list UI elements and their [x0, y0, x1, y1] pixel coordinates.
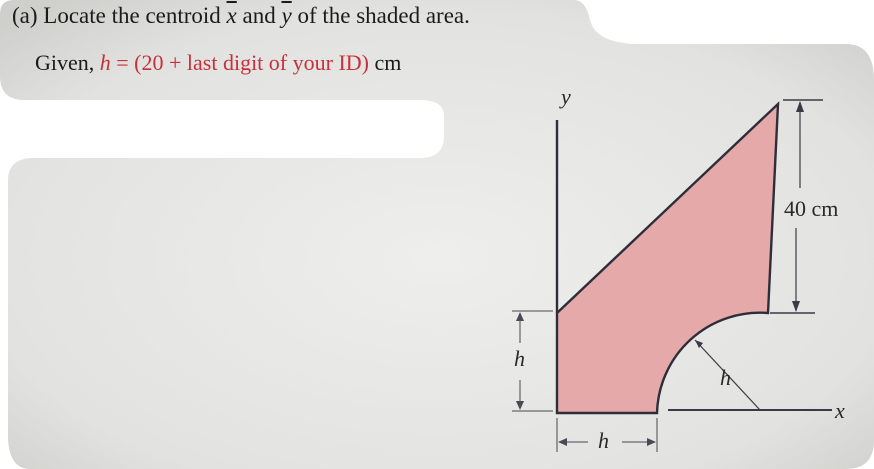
question-suffix: of the shaded area. [297, 3, 470, 28]
given-lead: Given, [35, 50, 95, 75]
question-and: and [242, 3, 276, 28]
question-prefix: (a) Locate the centroid [12, 3, 221, 28]
given-expression: = (20 + last digit of your ID) [116, 50, 369, 75]
height-dimension-label: 40 cm [784, 196, 839, 221]
given-h-var: h [99, 50, 111, 75]
given-unit: cm [374, 50, 402, 75]
radius-h-label: h [720, 365, 731, 390]
y-axis-label: y [561, 84, 571, 109]
bottom-h-label: h [598, 428, 609, 453]
left-h-label: h [514, 346, 525, 371]
x-bar-symbol: $\overline{x}$ [226, 3, 237, 28]
given-line [35, 50, 401, 76]
y-bar-symbol: $\overline{y}$ [281, 3, 292, 28]
x-axis-label: x [835, 398, 845, 423]
question-line [12, 3, 470, 29]
